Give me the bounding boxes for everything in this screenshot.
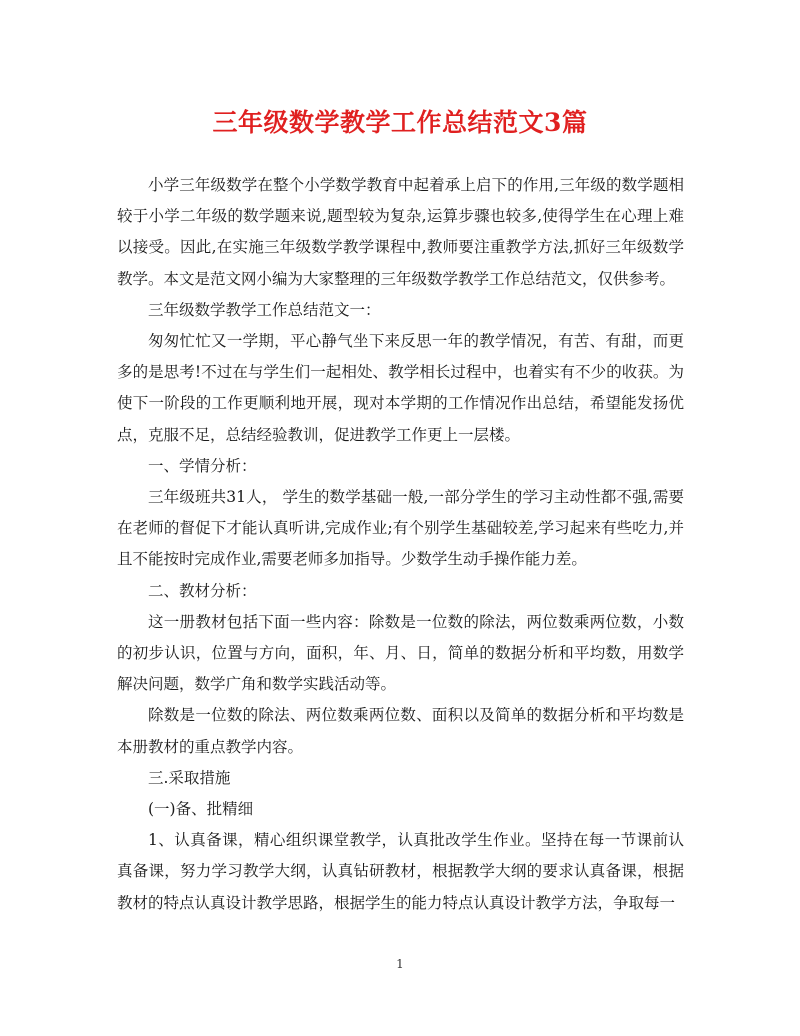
document-title: 三年级数学教学工作总结范文3篇	[212, 108, 588, 137]
section-heading-measures: 三.采取措施	[148, 768, 231, 787]
student-analysis-paragraph: 三年级班共31人， 学生的数学基础一般,一部分学生的学习主动性都不强,需要在老师的督促下才能认真听讲,完成作业;有个别学生基础较差,学习起来有些吃力,并且不能按时完成作业,需要老师多加指导。少数学生动手操作能力差。	[117, 488, 684, 569]
page-number: 1	[396, 957, 404, 971]
section-heading-student-analysis: 一、学情分析：	[148, 456, 257, 475]
document-body	[117, 170, 684, 919]
section-heading-textbook-analysis: 二、教材分析：	[148, 581, 257, 600]
textbook-focus-paragraph: 除数是一位数的除法、两位数乘两位数、面积以及简单的数据分析和平均数是本册教材的重点教学内容。	[117, 706, 684, 756]
section-heading-sample-one: 三年级数学教学工作总结范文一：	[148, 300, 381, 319]
reflection-paragraph: 匆匆忙忙又一学期，平心静气坐下来反思一年的教学情况，有苦、有甜，而更多的是思考!不过在与学生们一起相处、教学相长过程中，也着实有不少的收获。为使下一阶段的工作更顺利地开展，现对本学期的工作情况作出总结，希望能发扬优点，克服不足，总结经验教训，促进教学工作更上一层楼。	[117, 332, 684, 444]
preparation-paragraph: 1、认真备课，精心组织课堂教学，认真批改学生作业。坚持在每一节课前认真备课，努力学习教学大纲，认真钻研教材，根据教学大纲的要求认真备课，根据教材的特点认真设计教学思路，根据学生的能力特点认真设计教学方法，争取每一	[117, 831, 684, 912]
subsection-heading-preparation: (一)备、批精细	[148, 800, 254, 819]
textbook-content-paragraph: 这一册教材包括下面一些内容：除数是一位数的除法，两位数乘两位数，小数的初步认识，位置与方向，面积，年、月、日，简单的数据分析和平均数，用数学解决问题，数学广角和数学实践活动等。	[117, 612, 684, 694]
intro-paragraph: 小学三年级数学在整个小学数学教育中起着承上启下的作用,三年级的数学题相较于小学二年级的数学题来说,题型较为复杂,运算步骤也较多,使得学生在心理上难以接受。因此,在实施三年级数学教学课程中,教师要注重教学方法,抓好三年级数学教学。本文是范文网小编为大家整理的三年级数学教学工作总结范文，仅供参考。	[117, 176, 684, 288]
